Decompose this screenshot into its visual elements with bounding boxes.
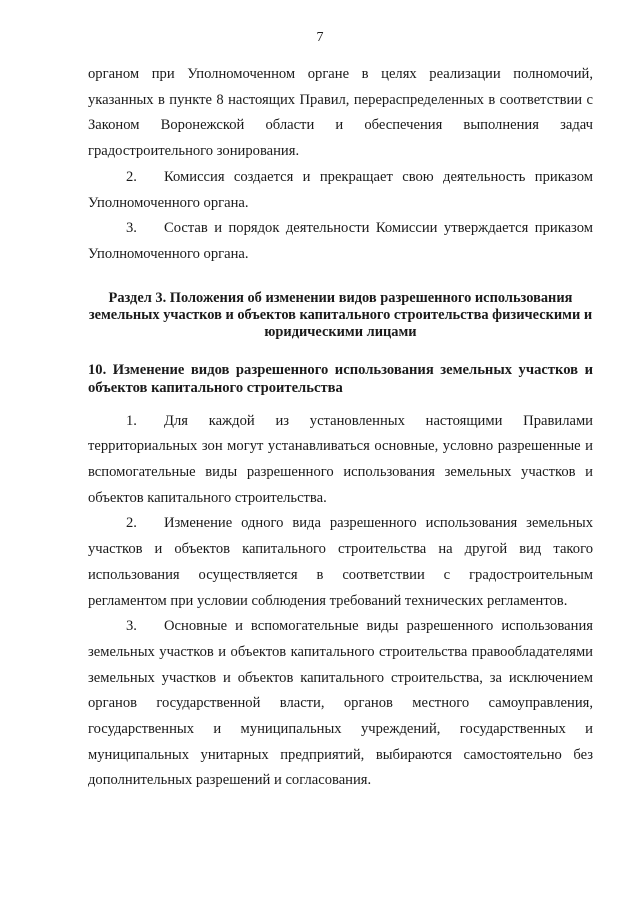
item-text: Комиссия создается и прекращает свою деятельность приказом Уполномоченного органа. [88,168,593,211]
document-body [88,62,593,794]
item-text: Для каждой из установленных настоящими Правилами территориальных зон могут устанавливаться основные, условно разрешенные и вспомогательные виды разрешенного использования земельных участков и объектов капитального строительства. [88,412,593,506]
list-item [88,511,593,614]
item-number: 2. [126,515,137,532]
list-item [88,216,593,267]
item-text: Изменение одного вида разрешенного использования земельных участков и объектов капитального строительства на другой вид такого использования осуществляется в соответствии с градостроительным регламентом при условии соблюдения требований технических регламентов. [88,515,593,609]
item-text: Состав и порядок деятельности Комиссии утверждается приказом Уполномоченного органа. [88,220,593,262]
list-item [88,165,593,216]
item-number: 2. [126,168,137,185]
item-text: Основные и вспомогательные виды разрешенного использования земельных участков и объектов капитального строительства правообладателями земельных участков и объектов капитального строительства, за исключением органов государственной власти, органов местного самоуправления, государственных и муниципальных учреждений, государственных и муниципальных унитарных предприятий, выбираются самостоятельно без дополнительных разрешений и согласования. [88,618,593,789]
item-number: 3. [126,220,137,237]
page-number: 7 [316,30,324,45]
intro-paragraph: органом при Уполномоченном органе в целях реализации полномочий, указанных в пункте 8 настоящих Правил, перераспределенных в соответствии с Законом Воронежской области и обеспечения выполнения задач градостроительного зонирования. [88,66,593,160]
section-title: Раздел 3. Положения об изменении видов разрешенного использования земельных участков и объектов капитального строительства физическими и юридическими лицами [88,289,593,340]
article-title: 10. Изменение видов разрешенного использования земельных участков и объектов капитального строительства [88,361,593,396]
item-number: 1. [126,412,137,429]
item-number: 3. [126,618,137,635]
list-item [88,614,593,794]
list-item [88,409,593,512]
